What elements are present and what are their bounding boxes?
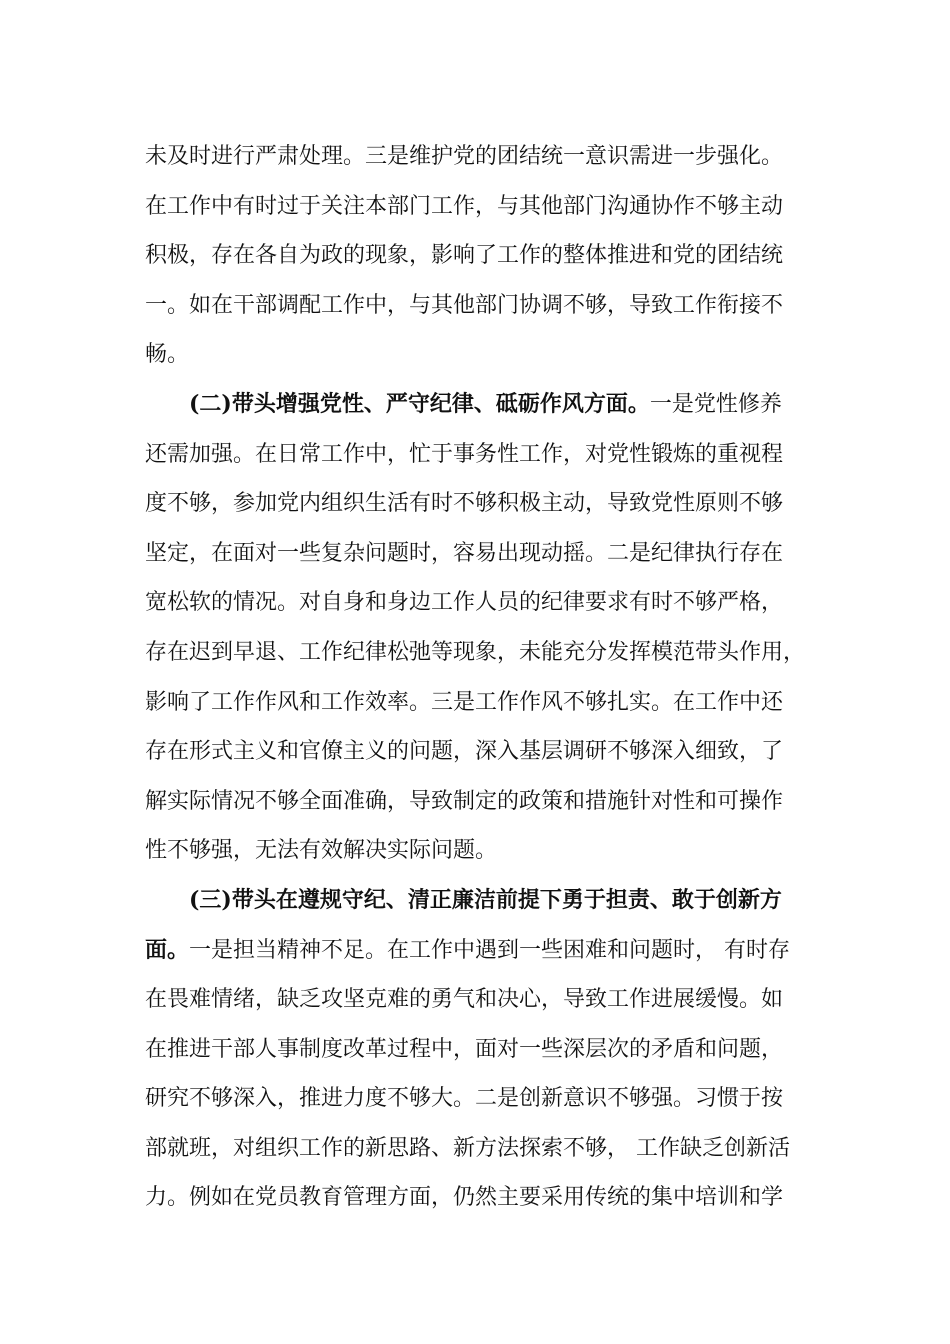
text-line: 力。例如在党员教育管理方面，仍然主要采用传统的集中培训和学 — [145, 1185, 784, 1211]
text-line: 在工作中有时过于关注本部门工作，与其他部门沟通协作不够主动 — [145, 193, 784, 219]
text-line: 解实际情况不够全面准确，导致制定的政策和措施针对性和可操作 — [145, 788, 784, 814]
section-heading-3: (三)带头在遵规守纪、清正廉洁前提下勇于担责、敢于创新方 — [189, 886, 782, 913]
text-line: 宽松软的情况。对自身和身边工作人员的纪律要求有时不够严格， — [145, 590, 784, 616]
text-run: 一是党性修养 — [649, 391, 782, 417]
text-line: 在推进干部人事制度改革过程中，面对一些深层次的矛盾和问题， — [145, 1036, 784, 1062]
text-line: 未及时进行严肃处理。三是维护党的团结统一意识需进一步强化。 — [145, 144, 784, 169]
text-run: 一是担当精神不足。在工作中遇到一些困难和问题时， 有时存 — [189, 937, 791, 963]
text-line: 存在迟到早退、工作纪律松弛等现象，未能充分发挥模范带头作用， — [145, 639, 806, 665]
text-line: 度不够，参加党内组织生活有时不够积极主动，导致党性原则不够 — [145, 491, 784, 517]
section-heading-line — [145, 380, 825, 430]
text-line: 影响了工作作风和工作效率。三是工作作风不够扎实。在工作中还 — [145, 689, 784, 715]
text-line: 存在形式主义和官僚主义的问题，深入基层调研不够深入细致，了 — [145, 739, 784, 765]
text-line: 在畏难情绪，缺乏攻坚克难的勇气和决心，导致工作进展缓慢。如 — [145, 987, 784, 1013]
text-line: 畅。 — [145, 342, 190, 368]
text-line: 部就班，对组织工作的新思路、新方法探索不够， 工作缺乏创新活 — [145, 1135, 790, 1161]
text-line: 研究不够深入，推进力度不够大。二是创新意识不够强。习惯于按 — [145, 1086, 784, 1112]
text-line: 积极，存在各自为政的现象，影响了工作的整体推进和党的团结统 — [145, 243, 784, 269]
section-heading-line — [145, 926, 825, 976]
section-heading-2: (二)带头增强党性、严守纪律、砥砺作风方面。 — [189, 390, 650, 417]
section-heading-line — [145, 876, 825, 926]
section-heading-3-end: 面。 — [145, 936, 190, 963]
text-line: 性不够强，无法有效解决实际问题。 — [145, 838, 498, 864]
text-line: 还需加强。在日常工作中，忙于事务性工作，对党性锻炼的重视程 — [145, 441, 784, 467]
text-line: 一。如在干部调配工作中，与其他部门协调不够，导致工作衔接不 — [145, 292, 784, 318]
document-body — [145, 132, 825, 1223]
text-line: 坚定，在面对一些复杂问题时，容易出现动摇。二是纪律执行存在 — [145, 540, 784, 566]
